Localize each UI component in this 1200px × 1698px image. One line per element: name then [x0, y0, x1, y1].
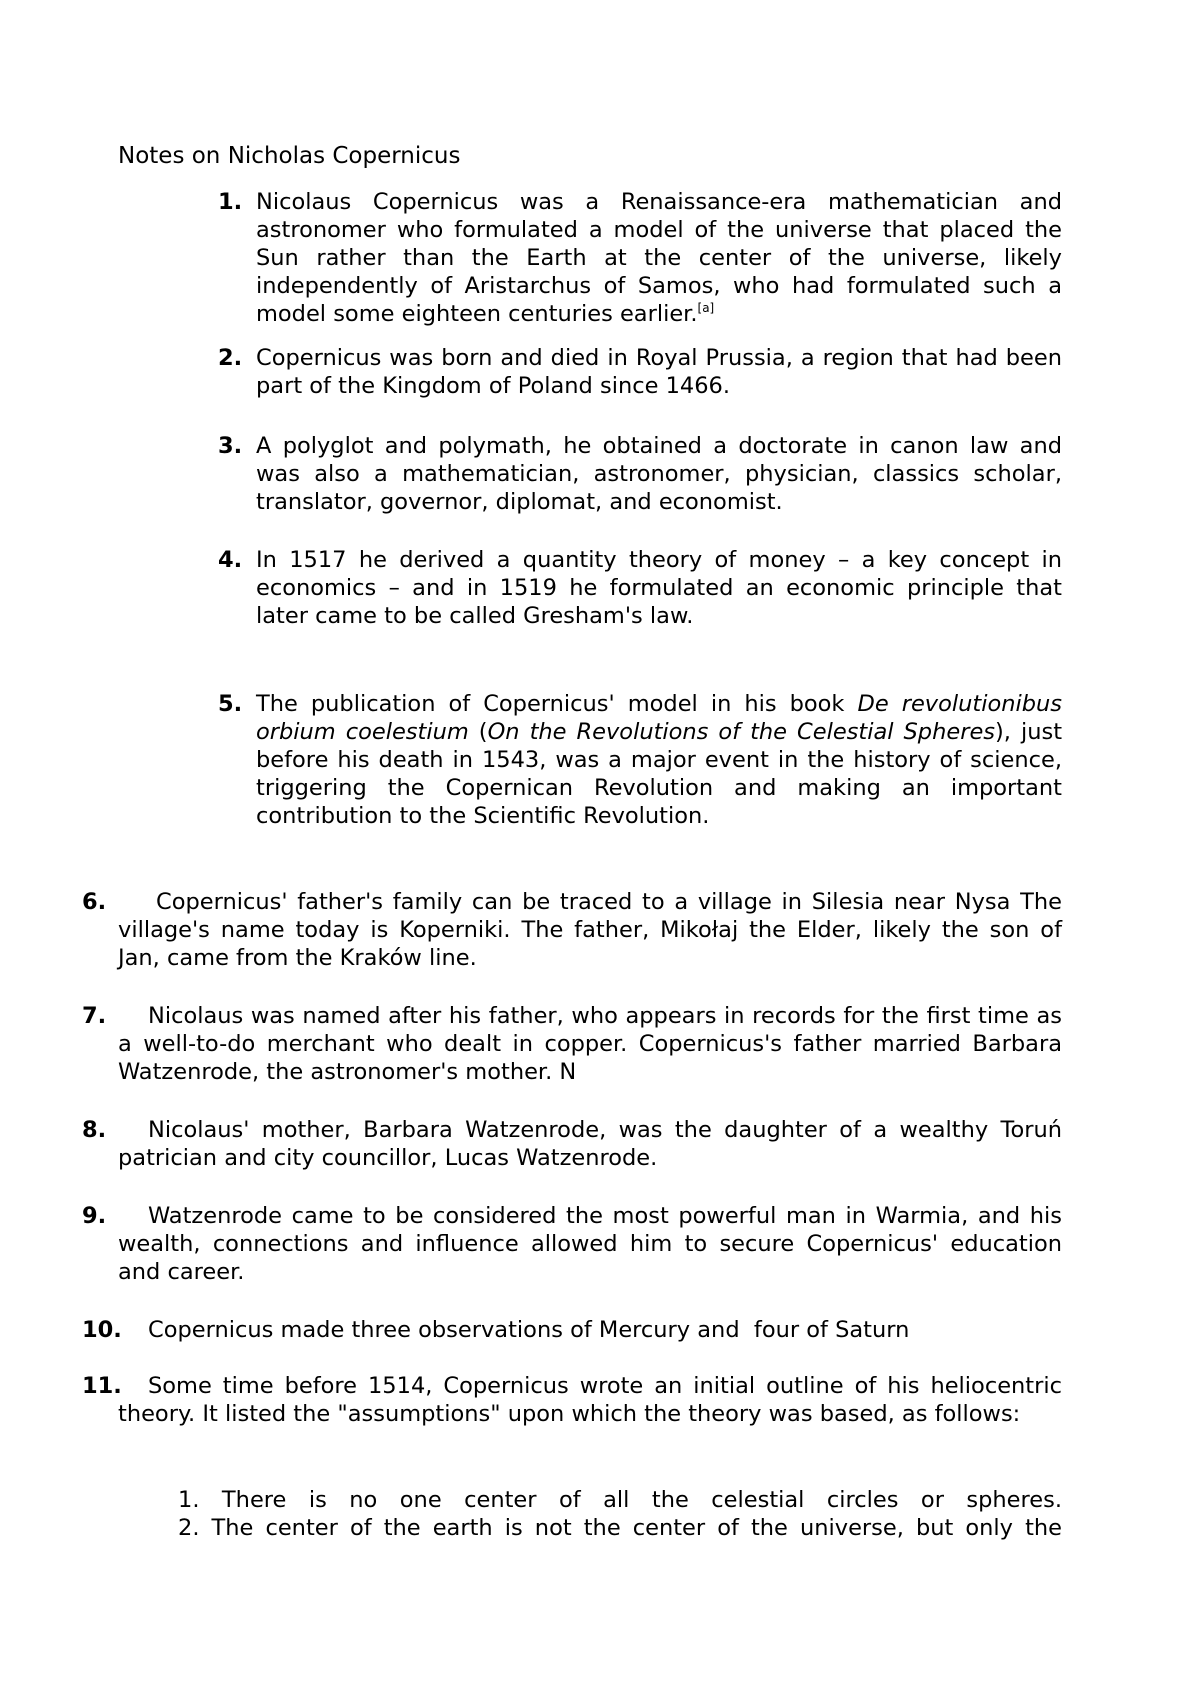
item-number: 10. — [82, 1317, 122, 1343]
item-number: 5. — [218, 691, 243, 717]
item-text: Copernicus' father's family can be traced to a village in Silesia near Nysa The village's name today is Koperniki. The father, Mikołaj the Elder, likely the son of Jan, came from the Kraków line. — [118, 889, 1062, 971]
footnote-link[interactable]: [a] — [697, 301, 715, 315]
list-item — [218, 432, 1062, 516]
item-number: 2. — [218, 345, 243, 371]
list-item — [218, 690, 1063, 830]
item-text: Nicolaus was named after his father, who appears in records for the first time as a well-to-do merchant who dealt in copper. Copernicus's father married Barbara Watzenrode, the astronomer's mother. N — [118, 1003, 1062, 1085]
list-item — [218, 188, 1062, 328]
item-number: 3. — [218, 433, 243, 459]
item-text: The publication of Copernicus' model in his book De revolutionibus orbium coelestium (On the Revolutions of the Celestial Spheres), just before his death in 1543, was a major event in the history of science, triggering the Copernican Revolution and making an important contribution to the Scientific Revolution. — [256, 691, 1063, 829]
list-item — [82, 1316, 1062, 1344]
page-title: Notes on Nicholas Copernicus — [118, 143, 461, 169]
list-item — [82, 1116, 1062, 1172]
item-text: In 1517 he derived a quantity theory of money – a key concept in economics – and in 1519 he formulated an economic principle that later came to be called Gresham's law. — [256, 547, 1062, 629]
item-number: 1. — [218, 189, 243, 215]
item-number: 8. — [82, 1117, 107, 1143]
list-item — [82, 1372, 1062, 1428]
book-title: De revolutionibus orbium coelestium — [256, 691, 1062, 745]
item-number: 6. — [82, 889, 107, 915]
list-item — [82, 1002, 1062, 1086]
item-text: Watzenrode came to be considered the most powerful man in Warmia, and his wealth, connections and influence allowed him to secure Copernicus' education and career. — [118, 1203, 1062, 1285]
list-item — [82, 1202, 1062, 1286]
list-item — [218, 344, 1062, 400]
item-text: Copernicus was born and died in Royal Prussia, a region that had been part of the Kingdom of Poland since 1466. — [256, 345, 1062, 399]
book-title-english: On the Revolutions of the Celestial Spheres — [487, 719, 996, 745]
item-text: A polyglot and polymath, he obtained a doctorate in canon law and was also a mathematician, astronomer, physician, classics scholar, translator, governor, diplomat, and economist. — [256, 433, 1062, 515]
item-text: Some time before 1514, Copernicus wrote an initial outline of his heliocentric theory. It listed the "assumptions" upon which the theory was based, as follows: — [118, 1373, 1062, 1427]
item-number: 9. — [82, 1203, 107, 1229]
assumption-item: 2. The center of the earth is not the center of the universe, but only the — [178, 1515, 1062, 1541]
item-text: Copernicus made three observations of Mercury and four of Saturn — [148, 1317, 910, 1343]
item-text: Nicolaus' mother, Barbara Watzenrode, was the daughter of a wealthy Toruń patrician and city councillor, Lucas Watzenrode. — [118, 1117, 1062, 1171]
item-number: 11. — [82, 1373, 122, 1399]
item-text: Nicolaus Copernicus was a Renaissance-era mathematician and astronomer who formulated a model of the universe that placed the Sun rather than the Earth at the center of the universe, likely independently of Aristarchus of Samos, who had formulated such a model some eighteen centuries earlier.[a] — [256, 189, 1062, 327]
list-item — [218, 546, 1062, 630]
list-item — [82, 888, 1062, 972]
item-number: 4. — [218, 547, 243, 573]
item-number: 7. — [82, 1003, 107, 1029]
assumption-item: 1. There is no one center of all the celestial circles or spheres. — [178, 1487, 1062, 1513]
